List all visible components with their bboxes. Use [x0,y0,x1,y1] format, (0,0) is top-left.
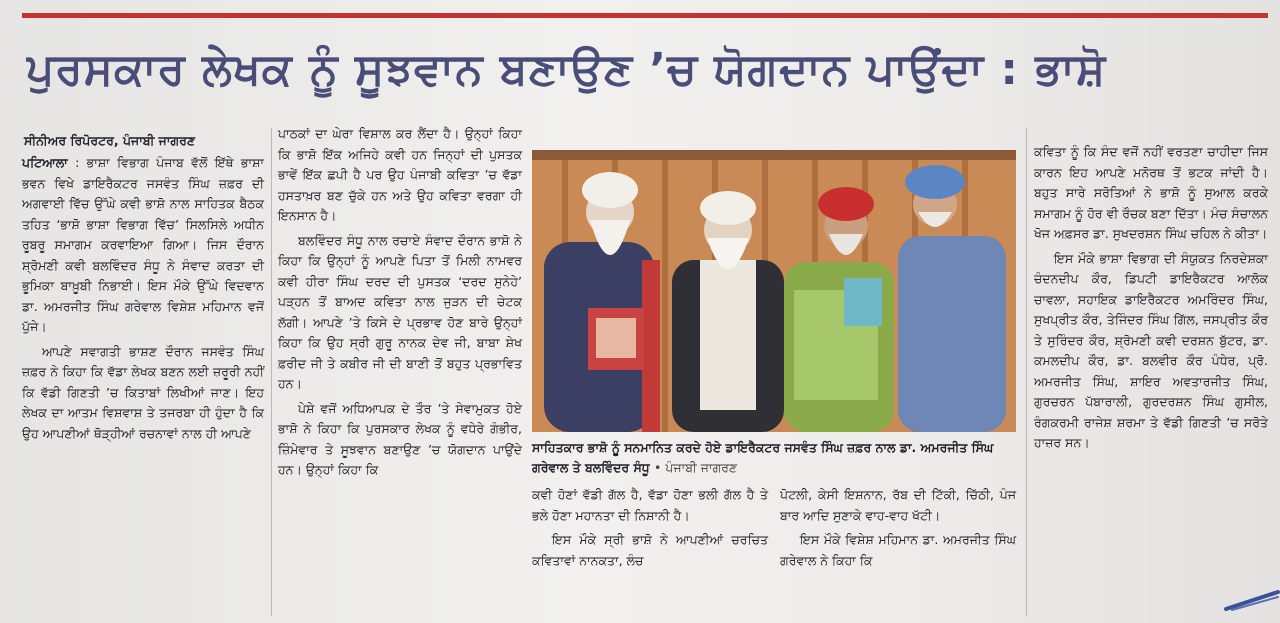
article-column-4 [780,485,1016,575]
caption-text: ਸਾਹਿਤਕਾਰ ਭਾਸ਼ੋ ਨੂੰ ਸਨਮਾਨਿਤ ਕਰਦੇ ਹੋਏ ਡਾਇਰੈਕਟਰ ਜਸਵੰਤ ਸਿੰਘ ਜ਼ਫ਼ਰ ਨਾਲ ਡਾ. ਅਮਰਜੀਤ ਸਿੰਘ ਗਰੇਵਾਲ ਤੇ ਬਲਵਿੰਦਰ ਸੰਧੂ [532,440,994,475]
photo-illustration [532,150,1016,432]
top-red-rule [22,13,1268,18]
pen-icon [1224,589,1280,611]
paragraph: ਇਸ ਮੌਕੇ ਵਿਸ਼ੇਸ਼ ਮਹਿਮਾਨ ਡਾ. ਅਮਰਜੀਤ ਸਿੰਘ ਗਰੇਵਾਲ ਨੇ ਕਿਹਾ ਕਿ [780,532,1016,568]
photo-caption [532,438,1016,478]
paragraph: ਪਾਠਕਾਂ ਦਾ ਘੇਰਾ ਵਿਸ਼ਾਲ ਕਰ ਲੈਂਦਾ ਹੈ। ਉਨ੍ਹਾਂ ਕਿਹਾ ਕਿ ਭਾਸ਼ੋ ਇੱਕ ਅਜਿਹੇ ਕਵੀ ਹਨ ਜਿਨ੍ਹਾਂ ਦੀ ਪੁਸਤਕ ਭਾਵੇਂ ਇੱਕ ਛਪੀ ਹੈ ਪਰ ਉਹ ਪੰਜਾਬੀ ਕਵਿਤਾ ’ਚ ਵੱਡਾ ਹਸਤਾਖ਼ਰ ਬਣ ਚੁੱਕੇ ਹਨ ਅਤੇ ਉਹ ਕਵਿਤਾ ਵਰਗਾ ਹੀ ਇਨਸਾਨ ਹੈ। [278,126,522,223]
paragraph: ਪੋਟਲੀ, ਕੇਸੀ ਇਸ਼ਨਾਨ, ਰੱਬ ਦੀ ਟਿੱਕੀ, ਚਿੱਠੀ, ਪੰਜ ਬਾਰ ਆਦਿ ਸੁਣਾਕੇ ਵਾਹ-ਵਾਹ ਖੱਟੀ। [780,487,1016,523]
paragraph: ਕਵਿਤਾ ਨੂੰ ਕਿ ਸੰਦ ਵਜੋਂ ਨਹੀਂ ਵਰਤਣਾ ਚਾਹੀਦਾ ਜਿਸ ਕਾਰਨ ਇਹ ਆਪਣੇ ਮਨੋਰਥ ਤੋਂ ਭਟਕ ਜਾਂਦੀ ਹੈ। ਬਹੁਤ ਸਾਰੇ ਸਰੋਤਿਆਂ ਨੇ ਭਾਸ਼ੋ ਨੂੰ ਸੁਆਲ ਕਰਕੇ ਸਮਾਗਮ ਨੂੰ ਹੋਰ ਵੀ ਰੌਚਕ ਬਣਾ ਦਿੱਤਾ। ਮੰਚ ਸੰਚਾਲਨ ਖੋਜ ਅਫ਼ਸਰ ਡਾ. ਸੁਖਦਰਸ਼ਨ ਸਿੰਘ ਚਹਿਲ ਨੇ ਕੀਤਾ। [1034,144,1268,241]
article-column-1 [22,153,264,448]
paragraph: ਇਸ ਮੌਕੇ ਭਾਸ਼ਾ ਵਿਭਾਗ ਦੀ ਸੰਯੁਕਤ ਨਿਰਦੇਸ਼ਕਾ ਚੰਦਨਦੀਪ ਕੌਰ, ਡਿਪਟੀ ਡਾਇਰੈਕਟਰ ਆਲੋਕ ਚਾਵਲਾ, ਸਹਾਇਕ ਡਾਇਰੈਕਟਰ ਅਮਰਿੰਦਰ ਸਿੰਘ, ਸੁਖਪ੍ਰੀਤ ਕੌਰ, ਤੇਜਿੰਦਰ ਸਿੰਘ ਗਿੱਲ, ਜਸਪ੍ਰੀਤ ਕੌਰ ਤੇ ਸੁਰਿੰਦਰ ਕੌਰ, ਸ਼੍ਰੋਮਣੀ ਕਵੀ ਦਰਸ਼ਨ ਬੁੱਟਰ, ਡਾ. ਕਮਲਦੀਪ ਕੌਰ, ਡਾ. ਬਲਵੀਰ ਕੌਰ ਪੰਧੇਰ, ਪ੍ਰੋ. ਅਮਰਜੀਤ ਸਿੰਘ, ਸ਼ਾਇਰ ਅਵਤਾਰਜੀਤ ਸਿੰਘ, ਗੁਰਚਰਨ ਪੱਬਾਰਾਲੀ, ਗੁਰਦਰਸ਼ਨ ਸਿੰਘ ਗੁਸੀਲ, ਰੰਗਕਰਮੀ ਰਾਜੇਸ਼ ਸ਼ਰਮਾ ਤੇ ਵੱਡੀ ਗਿਣਤੀ ’ਚ ਸਰੋਤੇ ਹਾਜ਼ਰ ਸਨ। [1034,250,1268,450]
paragraph: ਕਵੀ ਹੋਣਾਂ ਵੱਡੀ ਗੱਲ ਹੈ, ਵੱਡਾ ਹੋਣਾ ਭਲੀ ਗੱਲ ਹੈ ਤੇ ਭਲੇ ਹੋਣਾ ਮਹਾਨਤਾ ਦੀ ਨਿਸ਼ਾਨੀ ਹੈ। [532,487,768,523]
paragraph-text: : ਭਾਸ਼ਾ ਵਿਭਾਗ ਪੰਜਾਬ ਵੱਲੋਂ ਇੱਥੇ ਭਾਸ਼ਾ ਭਵਨ ਵਿਖੇ ਡਾਇਰੈਕਟਰ ਜਸਵੰਤ ਸਿੰਘ ਜ਼ਫ਼ਰ ਦੀ ਅਗਵਾਈ ਵਿੱਚ ਉੱਘੇ ਕਵੀ ਭਾਸ਼ੋ ਨਾਲ ਸਾਹਿਤਕ ਬੈਠਕ ਤਹਿਤ ‘ਭਾਸ਼ੋ ਭਾਸ਼ਾ ਵਿਭਾਗ ਵਿੱਚ’ ਸਿਲਸਿਲੇ ਅਧੀਨ ਰੂਬਰੂ ਸਮਾਗਮ ਕਰਵਾਇਆ ਗਿਆ। ਜਿਸ ਦੌਰਾਨ ਸ਼੍ਰੋਮਣੀ ਕਵੀ ਬਲਵਿੰਦਰ ਸੰਧੂ ਨੇ ਸੰਵਾਦ ਕਰਤਾ ਦੀ ਭੂਮਿਕਾ ਬਾਖ਼ੂਬੀ ਨਿਭਾਈ। ਇਸ ਮੌਕੇ ਉੱਘੇ ਵਿਦਵਾਨ ਡਾ. ਅਮਰਜੀਤ ਸਿੰਘ ਗਰੇਵਾਲ ਵਿਸ਼ੇਸ਼ ਮਹਿਮਾਨ ਵਜੋਂ ਪੁੱਜੇ। [22,155,264,334]
paragraph [22,153,264,338]
paragraph: ਬਲਵਿੰਦਰ ਸੰਧੂ ਨਾਲ ਰਚਾਏ ਸੰਵਾਦ ਦੌਰਾਨ ਭਾਸ਼ੋ ਨੇ ਕਿਹਾ ਕਿ ਉਨ੍ਹਾਂ ਨੂੰ ਆਪਣੇ ਪਿਤਾ ਤੋਂ ਮਿਲੀ ਨਾਮਵਰ ਕਵੀ ਹੀਰਾ ਸਿੰਘ ਦਰਦ ਦੀ ਪੁਸਤਕ ‘ਦਰਦ ਸੁਨੇਹੇ’ ਪੜ੍ਹਨ ਤੋਂ ਬਾਅਦ ਕਵਿਤਾ ਨਾਲ ਜੁੜਨ ਦੀ ਚੇਟਕ ਲੱਗੀ। ਆਪਣੇ ’ਤੇ ਕਿਸੇ ਦੇ ਪ੍ਰਭਾਵ ਹੋਣ ਬਾਰੇ ਉਨ੍ਹਾਂ ਕਿਹਾ ਕਿ ਉਹ ਸ੍ਰੀ ਗੁਰੂ ਨਾਨਕ ਦੇਵ ਜੀ, ਬਾਬਾ ਸ਼ੇਖ ਫ਼ਰੀਦ ਜੀ ਤੇ ਕਬੀਰ ਜੀ ਦੀ ਬਾਣੀ ਤੋਂ ਬਹੁਤ ਪ੍ਰਭਾਵਿਤ ਹਨ। [278,232,522,391]
article-column-3 [532,485,768,575]
paragraph: ਪੇਸ਼ੇ ਵਜੋਂ ਅਧਿਆਪਕ ਦੇ ਤੌਰ ’ਤੇ ਸੇਵਾਮੁਕਤ ਹੋਏ ਭਾਸ਼ੋ ਨੇ ਕਿਹਾ ਕਿ ਪੁਰਸਕਾਰ ਲੇਖਕ ਨੂੰ ਵਧੇਰੇ ਗੰਭੀਰ, ਜ਼ਿੰਮੇਵਾਰ ਤੇ ਸੂਝਵਾਨ ਬਣਾਉਣ ’ਚ ਯੋਗਦਾਨ ਪਾਉਂਦੇ ਹਨ। ਉਨ੍ਹਾਂ ਕਿਹਾ ਕਿ [278,400,522,477]
paragraph: ਆਪਣੇ ਸਵਾਗਤੀ ਭਾਸ਼ਣ ਦੌਰਾਨ ਜਸਵੰਤ ਸਿੰਘ ਜ਼ਫ਼ਰ ਨੇ ਕਿਹਾ ਕਿ ਵੱਡਾ ਲੇਖਕ ਬਣਨ ਲਈ ਜ਼ਰੂਰੀ ਨਹੀਂ ਕਿ ਵੱਡੀ ਗਿਣਤੀ ’ਚ ਕਿਤਾਬਾਂ ਲਿਖੀਆਂ ਜਾਣ। ਇਹ ਲੇਖਕ ਦਾ ਆਤਮ ਵਿਸ਼ਵਾਸ਼ ਤੇ ਤਜਰਬਾ ਹੀ ਹੁੰਦਾ ਹੈ ਕਿ ਉਹ ਆਪਣੀਆਂ ਥੋੜ੍ਹੀਆਂ ਰਚਨਾਵਾਂ ਨਾਲ ਹੀ ਆਪਣੇ [22,343,264,441]
headline: ਪੁਰਸਕਾਰ ਲੇਖਕ ਨੂੰ ਸੂਝਵਾਨ ਬਣਾਉਣ ’ਚ ਯੋਗਦਾਨ ਪਾਉਂਦਾ : ਭਾਸ਼ੋ [26,44,1107,95]
event-photo [532,150,1016,432]
dateline-place: ਪਟਿਆਲਾ [22,155,68,170]
article-column-5 [1034,142,1268,458]
column-divider [1026,128,1027,616]
paragraph: ਇਸ ਮੌਕੇ ਸ੍ਰੀ ਭਾਸ਼ੋ ਨੇ ਆਪਣੀਆਂ ਚਰਚਿਤ ਕਵਿਤਾਵਾਂ ਨਾਨਕਤਾ, ਲੰਚ [532,532,768,568]
byline: ਸੀਨੀਅਰ ਰਿਪੋਰਟਰ, ਪੰਜਾਬੀ ਜਾਗਰਣ [24,133,196,148]
column-divider [271,128,272,616]
article-column-2 [278,124,522,485]
photo-credit: • ਪੰਜਾਬੀ ਜਾਗਰਣ [654,460,738,475]
